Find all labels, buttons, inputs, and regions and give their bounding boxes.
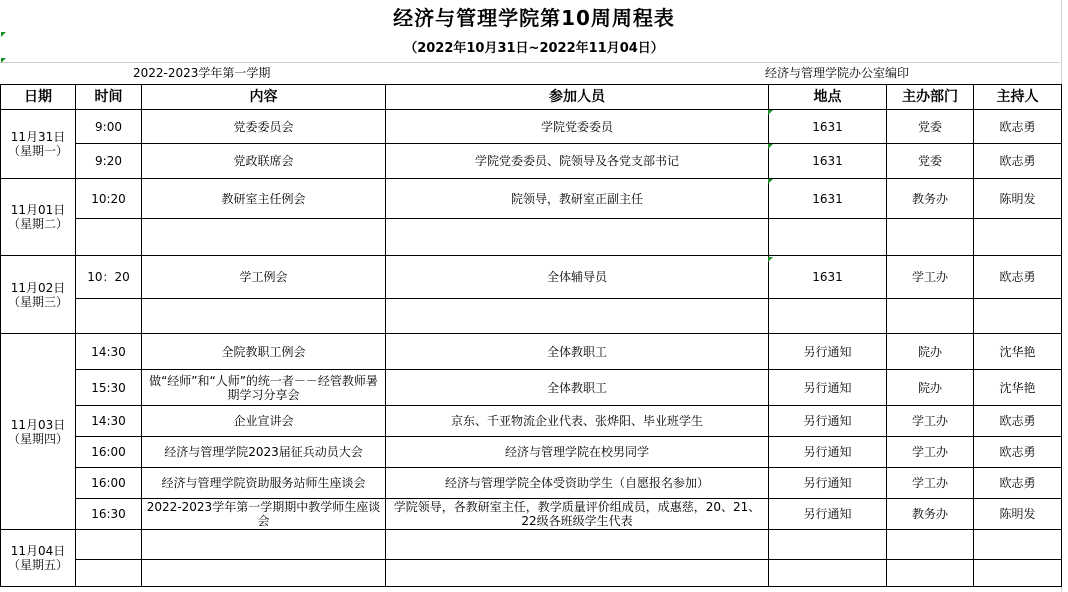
compiler-label: 经济与管理学院办公室编印 <box>765 66 910 80</box>
content-cell[interactable] <box>142 219 386 256</box>
location-cell[interactable] <box>769 530 887 560</box>
host-cell[interactable]: 欧志勇 <box>974 256 1062 299</box>
content-cell[interactable]: 2022-2023学年第一学期期中教学师生座谈会 <box>142 499 386 530</box>
host-cell[interactable]: 沈华艳 <box>974 370 1062 406</box>
host-cell[interactable] <box>974 299 1062 334</box>
host-cell[interactable] <box>974 219 1062 256</box>
table-row <box>1 144 1062 179</box>
content-cell[interactable]: 学工例会 <box>142 256 386 299</box>
cell-marker-icon <box>1 58 6 63</box>
table-row <box>1 299 1062 334</box>
department-cell[interactable] <box>887 560 974 587</box>
weekday-text: （星期一） <box>7 144 68 158</box>
content-cell[interactable]: 全院教职工例会 <box>142 334 386 370</box>
location-cell[interactable]: 另行通知 <box>769 437 887 468</box>
attendees-cell[interactable]: 全体辅导员 <box>386 256 769 299</box>
table-row <box>1 110 1062 144</box>
page-title: 经济与管理学院第10周周程表 <box>393 6 675 30</box>
table-row <box>1 406 1062 437</box>
header-attendees[interactable]: 参加人员 <box>386 85 769 110</box>
location-cell[interactable]: 另行通知 <box>769 499 887 530</box>
time-cell[interactable] <box>76 560 142 587</box>
content-cell[interactable] <box>142 530 386 560</box>
attendees-cell[interactable]: 学院党委委员 <box>386 110 769 144</box>
date-text: 11月01日 <box>10 203 66 217</box>
attendees-cell[interactable] <box>386 299 769 334</box>
location-cell[interactable]: 另行通知 <box>769 406 887 437</box>
content-cell[interactable] <box>142 560 386 587</box>
location-cell[interactable]: 另行通知 <box>769 334 887 370</box>
content-cell[interactable]: 经济与管理学院资助服务站师生座谈会 <box>142 468 386 499</box>
date-text: 11月02日 <box>10 280 66 295</box>
date-cell[interactable] <box>1 530 76 587</box>
date-cell[interactable] <box>1 334 76 530</box>
department-cell[interactable]: 学工办 <box>887 437 974 468</box>
table-row <box>1 530 1062 560</box>
cell-marker-icon <box>768 179 773 184</box>
department-cell[interactable] <box>887 530 974 560</box>
content-cell[interactable]: 教研室主任例会 <box>142 179 386 219</box>
time-cell[interactable]: 9:20 <box>76 144 142 179</box>
time-cell[interactable]: 16:00 <box>76 468 142 499</box>
location-cell[interactable] <box>769 219 887 256</box>
weekday-text: （星期二） <box>7 217 68 231</box>
location-cell[interactable]: 另行通知 <box>769 468 887 499</box>
attendees-cell[interactable] <box>386 560 769 587</box>
attendees-cell[interactable]: 经济与管理学院全体受资助学生（自愿报名参加） <box>386 468 769 499</box>
attendees-cell[interactable]: 京东、千亚物流企业代表、张烨阳、毕业班学生 <box>386 406 769 437</box>
time-cell[interactable] <box>76 530 142 560</box>
table-row <box>1 468 1062 499</box>
weekday-text: （星期五） <box>7 558 68 572</box>
header-department[interactable]: 主办部门 <box>887 85 974 110</box>
department-cell[interactable]: 教务办 <box>887 179 974 219</box>
host-cell[interactable]: 欧志勇 <box>974 144 1062 179</box>
content-cell[interactable]: 经济与管理学院2023届征兵动员大会 <box>142 437 386 468</box>
location-cell[interactable]: 1631 <box>769 144 887 179</box>
table-row <box>1 370 1062 406</box>
cell-marker-icon <box>768 257 773 262</box>
cell-marker-icon <box>1 32 6 37</box>
location-cell[interactable]: 1631 <box>769 179 887 219</box>
host-cell[interactable]: 欧志勇 <box>974 110 1062 144</box>
table-row <box>1 334 1062 370</box>
host-cell[interactable]: 欧志勇 <box>974 406 1062 437</box>
department-cell[interactable]: 党委 <box>887 144 974 179</box>
department-cell[interactable]: 党委 <box>887 110 974 144</box>
time-cell[interactable]: 10：20 <box>76 256 142 299</box>
attendees-cell[interactable] <box>386 530 769 560</box>
department-cell[interactable]: 院办 <box>887 334 974 370</box>
table-row <box>1 499 1062 530</box>
attendees-cell[interactable]: 院领导，教研室正副主任 <box>386 179 769 219</box>
table-row <box>1 179 1062 219</box>
cell-marker-icon <box>768 144 773 149</box>
date-cell[interactable] <box>1 179 76 256</box>
host-cell[interactable]: 欧志勇 <box>974 437 1062 468</box>
location-cell[interactable]: 另行通知 <box>769 370 887 406</box>
header-host[interactable]: 主持人 <box>974 85 1062 110</box>
attendees-cell[interactable] <box>386 219 769 256</box>
header-location[interactable]: 地点 <box>769 85 887 110</box>
table-row <box>1 560 1062 587</box>
date-text: 11月04日 <box>10 544 66 558</box>
host-cell[interactable] <box>974 530 1062 560</box>
header-time[interactable]: 时间 <box>76 85 142 110</box>
attendees-cell[interactable]: 学院党委委员、院领导及各党支部书记 <box>386 144 769 179</box>
time-cell[interactable]: 9:00 <box>76 110 142 144</box>
attendees-cell[interactable]: 经济与管理学院在校男同学 <box>386 437 769 468</box>
time-cell[interactable]: 14:30 <box>76 406 142 437</box>
department-cell[interactable]: 教务办 <box>887 499 974 530</box>
weekday-text: （星期三） <box>7 294 68 309</box>
department-cell[interactable]: 学工办 <box>887 468 974 499</box>
weekday-text: （星期四） <box>7 431 68 446</box>
host-cell[interactable]: 陈明发 <box>974 179 1062 219</box>
content-cell[interactable]: 党政联席会 <box>142 144 386 179</box>
host-cell[interactable]: 欧志勇 <box>974 468 1062 499</box>
host-cell[interactable] <box>974 560 1062 587</box>
department-cell[interactable]: 学工办 <box>887 256 974 299</box>
time-cell[interactable]: 10:20 <box>76 179 142 219</box>
content-cell[interactable] <box>142 299 386 334</box>
location-cell[interactable]: 1631 <box>769 110 887 144</box>
content-cell[interactable]: 做“经师”和“人师”的统一者－－经管教师暑期学习分享会 <box>142 370 386 406</box>
table-row <box>1 437 1062 468</box>
date-range-subtitle: （2022年10月31日~2022年11月04日） <box>404 41 664 56</box>
time-cell[interactable] <box>76 299 142 334</box>
header-date[interactable]: 日期 <box>1 85 76 110</box>
content-cell[interactable]: 党委委员会 <box>142 110 386 144</box>
attendees-cell[interactable]: 全体教职工 <box>386 370 769 406</box>
location-cell[interactable] <box>769 299 887 334</box>
time-cell[interactable]: 14:30 <box>76 334 142 370</box>
attendees-cell[interactable]: 全体教职工 <box>386 334 769 370</box>
content-cell[interactable]: 企业宣讲会 <box>142 406 386 437</box>
table-row <box>1 219 1062 256</box>
host-cell[interactable]: 陈明发 <box>974 499 1062 530</box>
time-cell[interactable] <box>76 219 142 256</box>
attendees-cell[interactable]: 学院领导，各教研室主任，教学质量评价组成员，成惠慈，20、21、22级各班级学生代表 <box>386 499 769 530</box>
department-cell[interactable]: 学工办 <box>887 406 974 437</box>
host-cell[interactable]: 沈华艳 <box>974 334 1062 370</box>
time-cell[interactable]: 16:30 <box>76 499 142 530</box>
date-cell[interactable] <box>1 110 76 179</box>
date-cell[interactable] <box>1 256 76 334</box>
date-text: 11月31日 <box>10 130 66 144</box>
location-cell[interactable] <box>769 560 887 587</box>
cell-marker-icon <box>768 110 773 115</box>
date-text: 11月03日 <box>10 417 66 432</box>
location-cell[interactable]: 1631 <box>769 256 887 299</box>
schedule-table <box>0 84 1062 587</box>
table-row <box>1 256 1062 299</box>
time-cell[interactable]: 16:00 <box>76 437 142 468</box>
semester-label: 2022-2023学年第一学期 <box>133 66 271 80</box>
time-cell[interactable]: 15:30 <box>76 370 142 406</box>
department-cell[interactable] <box>887 219 974 256</box>
header-row <box>1 85 1062 110</box>
department-cell[interactable] <box>887 299 974 334</box>
department-cell[interactable]: 院办 <box>887 370 974 406</box>
header-content[interactable]: 内容 <box>142 85 386 110</box>
